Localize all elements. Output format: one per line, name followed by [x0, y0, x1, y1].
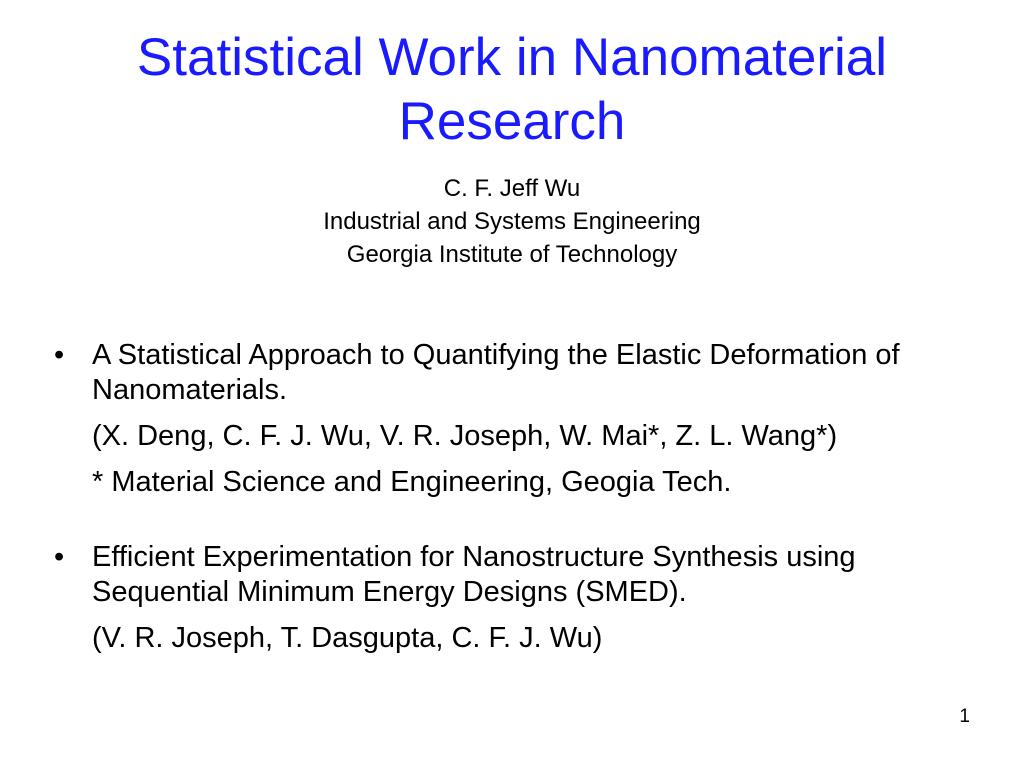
slide-title — [0, 26, 1024, 154]
title-line-1: Statistical Work in Nanomaterial — [136, 28, 888, 87]
page-number: 1 — [959, 706, 970, 727]
author-name: C. F. Jeff Wu — [443, 175, 581, 202]
bullet-list — [52, 338, 992, 656]
author-department: Industrial and Systems Engineering — [323, 208, 701, 235]
bullet-text: A Statistical Approach to Quantifying the Elastic Deformation of Nanomaterials. — [92, 339, 900, 406]
bullet-item-1 — [52, 338, 992, 500]
title-line-2: Research — [398, 92, 626, 151]
author-block — [0, 172, 1024, 271]
bullet-marker: • — [54, 541, 65, 573]
bullet-text: Efficient Experimentation for Nanostructure Synthesis using Sequential Minimum Energy Designs (SMED). — [92, 541, 856, 608]
bullet-item-2 — [52, 540, 992, 656]
author-institution: Georgia Institute of Technology — [346, 241, 678, 268]
bullet-sub-line: (V. R. Joseph, T. Dasgupta, C. F. J. Wu) — [92, 622, 603, 654]
bullet-marker: • — [54, 339, 65, 371]
bullet-sub-line: (X. Deng, C. F. J. Wu, V. R. Joseph, W. Mai*, Z. L. Wang*) — [92, 420, 838, 452]
bullet-sub-line: * Material Science and Engineering, Geogia Tech. — [92, 466, 732, 498]
